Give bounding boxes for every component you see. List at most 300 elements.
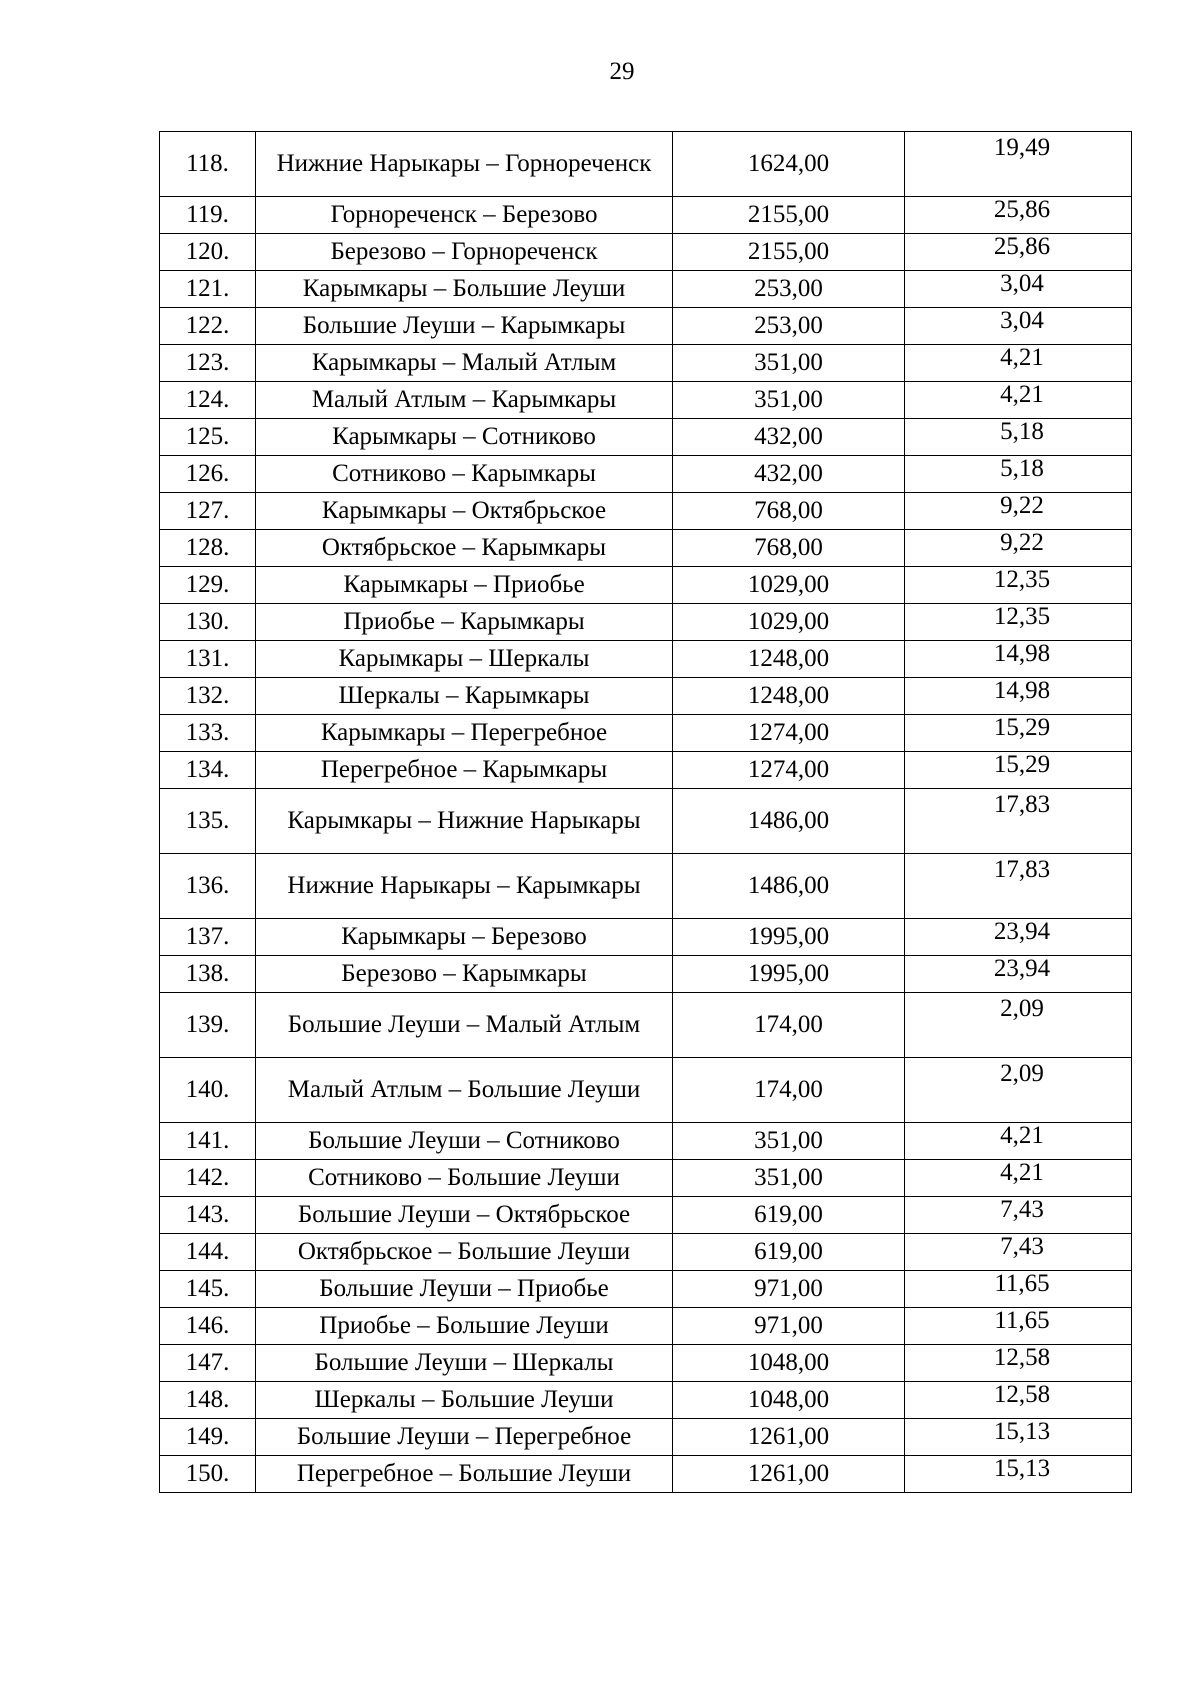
distance-value: 1261,00 — [747, 1423, 830, 1450]
distance-value: 2155,00 — [747, 201, 830, 228]
distance-value: 1486,00 — [747, 807, 830, 834]
route-name-cell — [256, 919, 673, 956]
row-number: 142. — [185, 1164, 230, 1191]
table-row — [160, 1271, 1132, 1308]
row-number-cell — [160, 132, 256, 197]
route-name: Большие Леуши – Сотниково — [308, 1127, 620, 1154]
table-row — [160, 993, 1132, 1058]
distance-value: 432,00 — [754, 460, 823, 487]
price-value: 2,09 — [1000, 1060, 1044, 1087]
route-name: Малый Атлым – Большие Леуши — [287, 1076, 641, 1103]
price-value-cell — [905, 419, 1132, 456]
route-name: Перегребное – Карымкары — [320, 756, 608, 783]
route-name-cell — [256, 493, 673, 530]
row-number-cell — [160, 271, 256, 308]
row-number-cell — [160, 1058, 256, 1123]
price-value-cell — [905, 604, 1132, 641]
route-name-cell — [256, 604, 673, 641]
distance-value: 174,00 — [754, 1076, 823, 1103]
price-value-cell — [905, 919, 1132, 956]
route-name: Октябрьское – Карымкары — [321, 534, 607, 561]
distance-value-cell — [673, 382, 905, 419]
distance-value-cell — [673, 604, 905, 641]
distance-value-cell — [673, 752, 905, 789]
distance-value-cell — [673, 1058, 905, 1123]
table-row — [160, 1197, 1132, 1234]
distance-value: 619,00 — [754, 1238, 823, 1265]
route-name-cell — [256, 567, 673, 604]
price-value: 9,22 — [1000, 529, 1044, 556]
table-row — [160, 1382, 1132, 1419]
distance-value: 768,00 — [754, 497, 823, 524]
table-row — [160, 234, 1132, 271]
route-name: Большие Леуши – Малый Атлым — [287, 1011, 641, 1038]
table-row — [160, 854, 1132, 919]
row-number: 141. — [185, 1127, 230, 1154]
row-number: 131. — [185, 645, 230, 672]
price-value-cell — [905, 993, 1132, 1058]
price-value: 23,94 — [993, 918, 1051, 945]
row-number: 127. — [185, 497, 230, 524]
route-name: Карымкары – Шеркалы — [338, 645, 590, 672]
distance-value: 1274,00 — [747, 719, 830, 746]
route-name: Перегребное – Большие Леуши — [296, 1460, 632, 1487]
table-row — [160, 308, 1132, 345]
price-value: 12,58 — [993, 1381, 1051, 1408]
price-value: 7,43 — [1000, 1196, 1044, 1223]
row-number-cell — [160, 419, 256, 456]
row-number: 144. — [185, 1238, 230, 1265]
price-value-cell — [905, 1345, 1132, 1382]
table-row — [160, 1058, 1132, 1123]
distance-value-cell — [673, 530, 905, 567]
price-value: 2,09 — [1000, 995, 1044, 1022]
distance-value-cell — [673, 1197, 905, 1234]
route-name-cell — [256, 132, 673, 197]
distance-value-cell — [673, 919, 905, 956]
distance-value: 1274,00 — [747, 756, 830, 783]
price-value-cell — [905, 752, 1132, 789]
route-name-cell — [256, 1197, 673, 1234]
row-number: 119. — [186, 201, 229, 228]
price-value-cell — [905, 271, 1132, 308]
distance-value: 1261,00 — [747, 1460, 830, 1487]
distance-value-cell — [673, 1419, 905, 1456]
row-number-cell — [160, 567, 256, 604]
price-value: 3,04 — [1000, 307, 1044, 334]
table-row — [160, 715, 1132, 752]
table-row — [160, 1234, 1132, 1271]
price-value-cell — [905, 854, 1132, 919]
price-value-cell — [905, 1058, 1132, 1123]
distance-value-cell — [673, 567, 905, 604]
row-number: 125. — [185, 423, 230, 450]
route-name-cell — [256, 854, 673, 919]
distance-value-cell — [673, 308, 905, 345]
row-number: 150. — [185, 1460, 230, 1487]
distance-value: 1048,00 — [747, 1349, 830, 1376]
distance-value-cell — [673, 1123, 905, 1160]
distance-value-cell — [673, 715, 905, 752]
price-value-cell — [905, 678, 1132, 715]
table-row — [160, 419, 1132, 456]
distance-value: 2155,00 — [747, 238, 830, 265]
row-number: 138. — [185, 960, 230, 987]
price-value-cell — [905, 530, 1132, 567]
distance-value-cell — [673, 456, 905, 493]
distance-value: 1029,00 — [747, 608, 830, 635]
price-value-cell — [905, 1234, 1132, 1271]
row-number-cell — [160, 382, 256, 419]
table-row — [160, 493, 1132, 530]
price-value-cell — [905, 132, 1132, 197]
distance-value: 432,00 — [754, 423, 823, 450]
route-name-cell — [256, 1456, 673, 1493]
route-name-cell — [256, 234, 673, 271]
price-value-cell — [905, 956, 1132, 993]
price-value-cell — [905, 641, 1132, 678]
route-name: Карымкары – Малый Атлым — [311, 349, 617, 376]
route-name-cell — [256, 993, 673, 1058]
price-value: 4,21 — [1000, 381, 1044, 408]
distance-value-cell — [673, 789, 905, 854]
price-value: 7,43 — [1000, 1233, 1044, 1260]
row-number-cell — [160, 308, 256, 345]
price-value: 11,65 — [994, 1270, 1050, 1297]
row-number-cell — [160, 1345, 256, 1382]
row-number: 120. — [185, 238, 230, 265]
route-name: Приобье – Карымкары — [343, 608, 585, 635]
row-number-cell — [160, 1123, 256, 1160]
route-name-cell — [256, 419, 673, 456]
price-value: 5,18 — [1000, 418, 1044, 445]
row-number: 124. — [185, 386, 230, 413]
route-name: Карымкары – Большие Леуши — [302, 275, 626, 302]
row-number-cell — [160, 956, 256, 993]
price-value-cell — [905, 456, 1132, 493]
row-number: 126. — [185, 460, 230, 487]
distance-value-cell — [673, 1382, 905, 1419]
price-value: 12,58 — [993, 1344, 1051, 1371]
price-value-cell — [905, 197, 1132, 234]
row-number-cell — [160, 919, 256, 956]
table-row — [160, 1456, 1132, 1493]
route-name: Березово – Горнореченск — [330, 238, 598, 265]
row-number-cell — [160, 197, 256, 234]
price-value: 9,22 — [1000, 492, 1044, 519]
row-number: 123. — [185, 349, 230, 376]
row-number-cell — [160, 752, 256, 789]
row-number: 146. — [185, 1312, 230, 1339]
route-name: Березово – Карымкары — [341, 960, 587, 987]
row-number-cell — [160, 1456, 256, 1493]
price-value: 17,83 — [993, 856, 1051, 883]
route-name-cell — [256, 1058, 673, 1123]
price-value: 15,29 — [993, 714, 1051, 741]
route-name-cell — [256, 789, 673, 854]
distance-value-cell — [673, 1456, 905, 1493]
distance-value: 174,00 — [754, 1011, 823, 1038]
row-number: 147. — [185, 1349, 230, 1376]
route-name: Большие Леуши – Октябрьское — [297, 1201, 631, 1228]
route-name: Большие Леуши – Приобье — [319, 1275, 609, 1302]
price-value-cell — [905, 308, 1132, 345]
row-number: 136. — [185, 872, 230, 899]
distance-value-cell — [673, 234, 905, 271]
table-row — [160, 1123, 1132, 1160]
tariff-table — [159, 131, 1132, 1493]
table-row — [160, 530, 1132, 567]
route-name-cell — [256, 197, 673, 234]
route-name: Сотниково – Карымкары — [332, 460, 596, 487]
price-value-cell — [905, 1271, 1132, 1308]
distance-value-cell — [673, 271, 905, 308]
row-number: 121. — [185, 275, 230, 302]
price-value-cell — [905, 1123, 1132, 1160]
table-row — [160, 1419, 1132, 1456]
route-name-cell — [256, 641, 673, 678]
row-number: 134. — [185, 756, 230, 783]
distance-value: 1995,00 — [747, 960, 830, 987]
distance-value: 1248,00 — [747, 645, 830, 672]
price-value-cell — [905, 1160, 1132, 1197]
page-number: 29 — [609, 58, 635, 85]
price-value: 4,21 — [1000, 344, 1044, 371]
route-name: Сотниково – Большие Леуши — [308, 1164, 620, 1191]
price-value: 25,86 — [993, 196, 1051, 223]
distance-value-cell — [673, 1345, 905, 1382]
table-row — [160, 382, 1132, 419]
price-value: 14,98 — [993, 677, 1051, 704]
distance-value: 253,00 — [754, 312, 823, 339]
route-name: Октябрьское – Большие Леуши — [297, 1238, 631, 1265]
distance-value-cell — [673, 854, 905, 919]
price-value: 14,98 — [993, 640, 1051, 667]
price-value: 19,49 — [993, 134, 1051, 161]
row-number: 129. — [185, 571, 230, 598]
row-number-cell — [160, 993, 256, 1058]
row-number-cell — [160, 1271, 256, 1308]
route-name: Горнореченск – Березово — [330, 201, 598, 228]
distance-value-cell — [673, 1308, 905, 1345]
route-name: Большие Леуши – Шеркалы — [314, 1349, 614, 1376]
table-row — [160, 345, 1132, 382]
row-number: 139. — [185, 1011, 230, 1038]
distance-value-cell — [673, 345, 905, 382]
price-value-cell — [905, 715, 1132, 752]
price-value: 17,83 — [993, 791, 1051, 818]
route-name-cell — [256, 1160, 673, 1197]
route-name-cell — [256, 1382, 673, 1419]
row-number-cell — [160, 1419, 256, 1456]
route-name-cell — [256, 530, 673, 567]
route-name-cell — [256, 1345, 673, 1382]
distance-value: 768,00 — [754, 534, 823, 561]
distance-value: 1624,00 — [747, 150, 830, 177]
distance-value: 971,00 — [754, 1312, 823, 1339]
price-value: 15,13 — [993, 1418, 1051, 1445]
row-number: 122. — [185, 312, 230, 339]
row-number-cell — [160, 641, 256, 678]
table-row — [160, 752, 1132, 789]
row-number: 133. — [185, 719, 230, 746]
distance-value-cell — [673, 493, 905, 530]
price-value-cell — [905, 234, 1132, 271]
row-number: 135. — [185, 807, 230, 834]
route-name: Карымкары – Перегребное — [320, 719, 608, 746]
distance-value-cell — [673, 678, 905, 715]
row-number: 140. — [185, 1076, 230, 1103]
route-name-cell — [256, 956, 673, 993]
route-name-cell — [256, 752, 673, 789]
distance-value-cell — [673, 1160, 905, 1197]
row-number: 130. — [185, 608, 230, 635]
table-row — [160, 678, 1132, 715]
route-name: Большие Леуши – Перегребное — [296, 1423, 632, 1450]
route-name: Карымкары – Нижние Нарыкары — [287, 807, 641, 834]
price-value: 15,13 — [993, 1455, 1051, 1482]
table-row — [160, 919, 1132, 956]
price-value-cell — [905, 345, 1132, 382]
row-number-cell — [160, 1382, 256, 1419]
distance-value: 351,00 — [754, 1164, 823, 1191]
route-name: Карымкары – Приобье — [343, 571, 585, 598]
price-value: 25,86 — [993, 233, 1051, 260]
distance-value: 1029,00 — [747, 571, 830, 598]
row-number: 137. — [185, 923, 230, 950]
route-name-cell — [256, 1419, 673, 1456]
price-value: 23,94 — [993, 955, 1051, 982]
route-name-cell — [256, 1308, 673, 1345]
table-row — [160, 604, 1132, 641]
table-row — [160, 132, 1132, 197]
route-name: Шеркалы – Большие Леуши — [314, 1386, 614, 1413]
price-value: 12,35 — [993, 603, 1051, 630]
table-body — [160, 132, 1132, 1493]
table-row — [160, 641, 1132, 678]
row-number-cell — [160, 1308, 256, 1345]
price-value: 5,18 — [1000, 455, 1044, 482]
distance-value-cell — [673, 1271, 905, 1308]
table-row — [160, 197, 1132, 234]
route-name-cell — [256, 382, 673, 419]
table-row — [160, 1345, 1132, 1382]
row-number: 149. — [185, 1423, 230, 1450]
row-number: 132. — [185, 682, 230, 709]
distance-value: 1995,00 — [747, 923, 830, 950]
route-name-cell — [256, 715, 673, 752]
price-value-cell — [905, 1456, 1132, 1493]
route-name-cell — [256, 308, 673, 345]
row-number-cell — [160, 234, 256, 271]
route-name-cell — [256, 1271, 673, 1308]
table-row — [160, 956, 1132, 993]
price-value: 4,21 — [1000, 1122, 1044, 1149]
distance-value-cell — [673, 1234, 905, 1271]
row-number-cell — [160, 1160, 256, 1197]
row-number-cell — [160, 678, 256, 715]
distance-value-cell — [673, 993, 905, 1058]
price-value-cell — [905, 1308, 1132, 1345]
table-row — [160, 789, 1132, 854]
route-name: Карымкары – Сотниково — [332, 423, 596, 450]
row-number-cell — [160, 345, 256, 382]
distance-value-cell — [673, 419, 905, 456]
row-number-cell — [160, 493, 256, 530]
price-value: 12,35 — [993, 566, 1051, 593]
table-row — [160, 567, 1132, 604]
distance-value-cell — [673, 641, 905, 678]
distance-value: 1248,00 — [747, 682, 830, 709]
route-name: Большие Леуши – Карымкары — [302, 312, 626, 339]
price-value: 3,04 — [1000, 270, 1044, 297]
route-name: Карымкары – Октябрьское — [321, 497, 607, 524]
table-row — [160, 1308, 1132, 1345]
price-value-cell — [905, 789, 1132, 854]
row-number: 143. — [185, 1201, 230, 1228]
distance-value-cell — [673, 956, 905, 993]
row-number-cell — [160, 456, 256, 493]
distance-value: 351,00 — [754, 1127, 823, 1154]
price-value-cell — [905, 382, 1132, 419]
row-number: 128. — [185, 534, 230, 561]
distance-value: 619,00 — [754, 1201, 823, 1228]
row-number: 145. — [185, 1275, 230, 1302]
route-name: Карымкары – Березово — [341, 923, 587, 950]
route-name-cell — [256, 456, 673, 493]
route-name: Нижние Нарыкары – Карымкары — [287, 872, 641, 899]
table-row — [160, 1160, 1132, 1197]
table-row — [160, 456, 1132, 493]
price-value: 11,65 — [994, 1307, 1050, 1334]
row-number-cell — [160, 789, 256, 854]
row-number-cell — [160, 530, 256, 567]
row-number-cell — [160, 1234, 256, 1271]
price-value-cell — [905, 1197, 1132, 1234]
distance-value-cell — [673, 197, 905, 234]
route-name: Малый Атлым – Карымкары — [311, 386, 617, 413]
route-name: Нижние Нарыкары – Горнореченск — [276, 150, 652, 177]
row-number-cell — [160, 604, 256, 641]
distance-value: 351,00 — [754, 349, 823, 376]
price-value-cell — [905, 1419, 1132, 1456]
distance-value-cell — [673, 132, 905, 197]
row-number: 148. — [185, 1386, 230, 1413]
price-value-cell — [905, 567, 1132, 604]
route-name-cell — [256, 271, 673, 308]
price-value-cell — [905, 1382, 1132, 1419]
table-row — [160, 271, 1132, 308]
distance-value: 351,00 — [754, 386, 823, 413]
distance-value: 1048,00 — [747, 1386, 830, 1413]
route-name-cell — [256, 345, 673, 382]
row-number: 118. — [186, 150, 229, 177]
row-number-cell — [160, 715, 256, 752]
route-name-cell — [256, 1123, 673, 1160]
route-name-cell — [256, 1234, 673, 1271]
route-name-cell — [256, 678, 673, 715]
row-number-cell — [160, 1197, 256, 1234]
route-name: Шеркалы – Карымкары — [338, 682, 590, 709]
distance-value: 253,00 — [754, 275, 823, 302]
distance-value: 971,00 — [754, 1275, 823, 1302]
distance-value: 1486,00 — [747, 872, 830, 899]
price-value-cell — [905, 493, 1132, 530]
route-name: Приобье – Большие Леуши — [319, 1312, 609, 1339]
row-number-cell — [160, 854, 256, 919]
price-value: 4,21 — [1000, 1159, 1044, 1186]
price-value: 15,29 — [993, 751, 1051, 778]
